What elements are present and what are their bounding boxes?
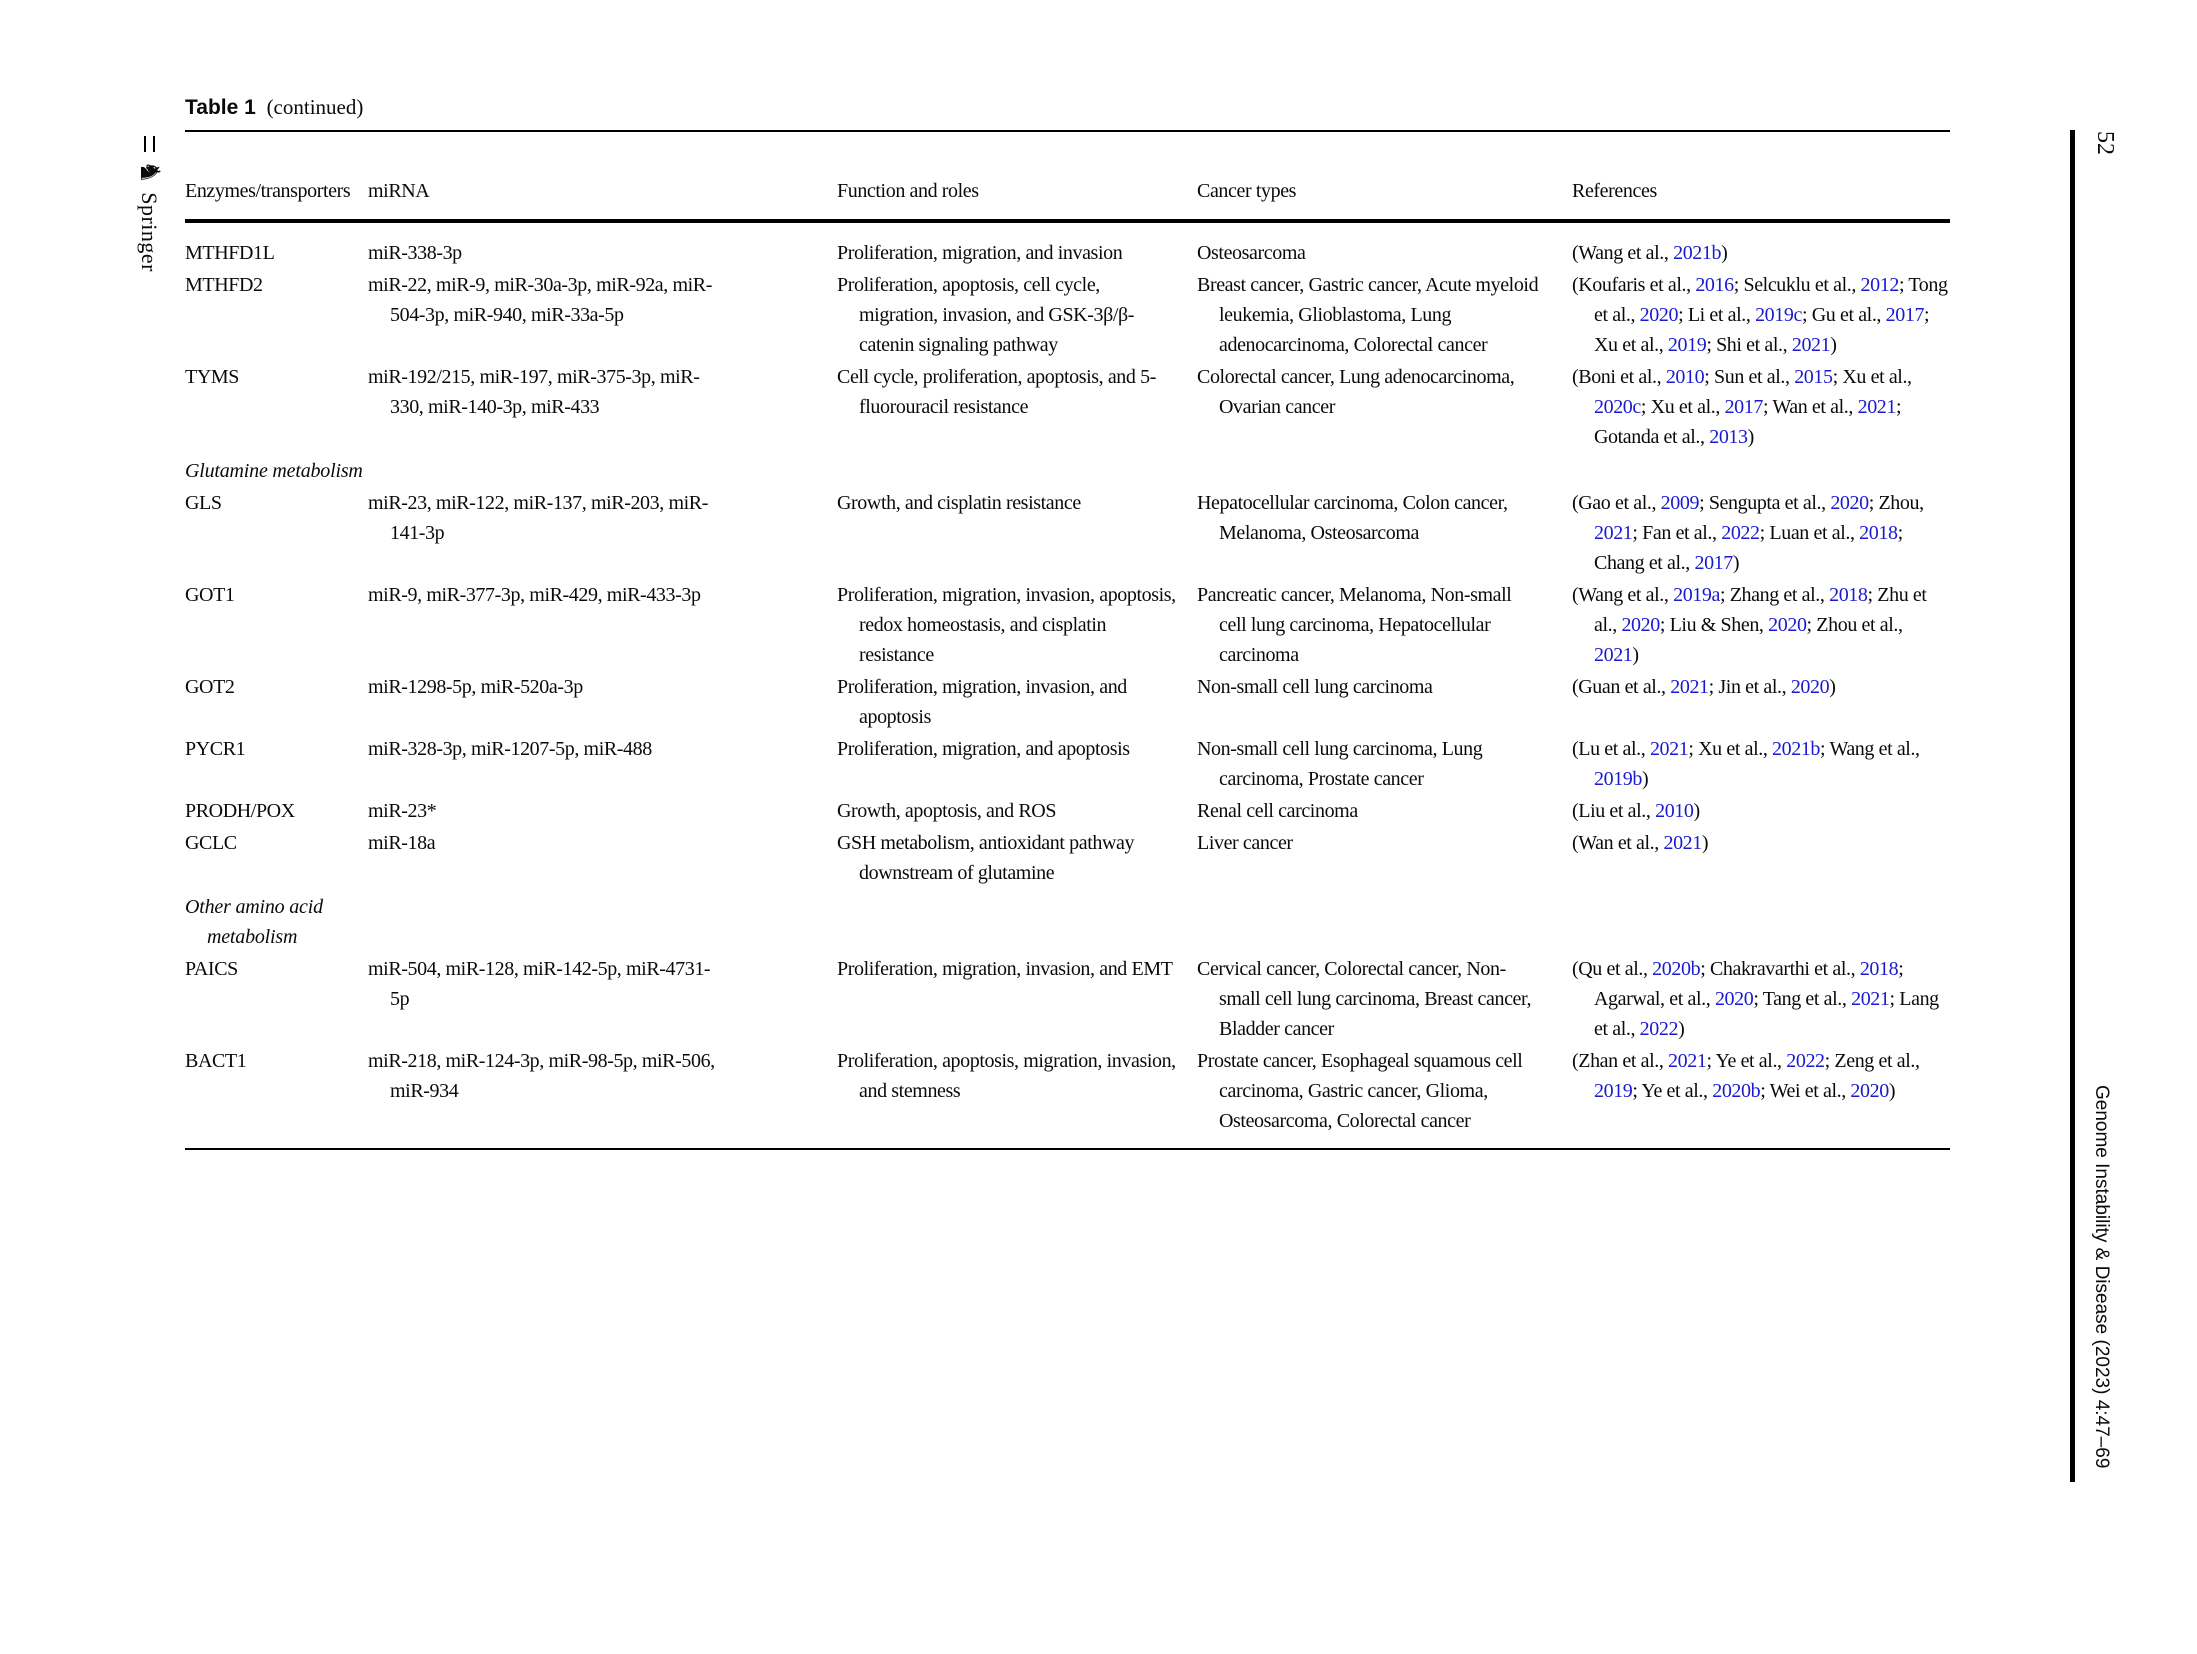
citation-year-link[interactable]: 2009 xyxy=(1660,492,1700,514)
mirna-cell: miR-23* xyxy=(368,800,437,822)
citation-year-link[interactable]: 2020 xyxy=(1790,676,1830,698)
citation-year-link[interactable]: 2021 xyxy=(1670,676,1709,698)
references-cell: (Liu et al., 2010) xyxy=(1572,800,1700,822)
enzyme-cell: GOT2 xyxy=(185,676,235,698)
cancer-types-cell: Cervical cancer, Colorectal cancer, Non-small cell lung carcinoma, Breast cancer, Bladder cancer xyxy=(1197,958,1532,1040)
citation-year-link[interactable]: 2020b xyxy=(1712,1080,1761,1102)
page-number: 52 xyxy=(2092,131,2118,155)
enzyme-cell: TYMS xyxy=(185,366,239,388)
function-cell: Proliferation, apoptosis, migration, invasion, and stemness xyxy=(837,1050,1176,1102)
section-row xyxy=(185,892,1950,952)
table-row xyxy=(185,828,1950,888)
column-header-function-and-roles: Function and roles xyxy=(837,180,979,202)
enzyme-cell: PYCR1 xyxy=(185,738,246,760)
section-label: Glutamine metabolism xyxy=(185,460,363,482)
citation-year-link[interactable]: 2020 xyxy=(1714,988,1754,1010)
citation-year-link[interactable]: 2012 xyxy=(1860,274,1899,296)
cancer-types-cell: Non-small cell lung carcinoma, Lung carcinoma, Prostate cancer xyxy=(1197,738,1483,790)
function-cell: Growth, apoptosis, and ROS xyxy=(837,800,1057,822)
function-cell: Proliferation, migration, invasion, and EMT xyxy=(837,958,1173,980)
citation-year-link[interactable]: 2021b xyxy=(1772,738,1821,760)
mirna-cell: miR-504, miR-128, miR-142-5p, miR-4731-5p xyxy=(368,958,711,1010)
springer-logo-bars-icon xyxy=(144,136,155,152)
citation-year-link[interactable]: 2020c xyxy=(1594,396,1641,418)
citation-year-link[interactable]: 2013 xyxy=(1709,426,1748,448)
citation-year-link[interactable]: 2020 xyxy=(1768,614,1807,636)
enzyme-cell: PRODH/POX xyxy=(185,800,295,822)
cancer-types-cell: Hepatocellular carcinoma, Colon cancer, Melanoma, Osteosarcoma xyxy=(1197,492,1508,544)
table-row xyxy=(185,270,1950,360)
table-bottom-rule xyxy=(185,1148,1950,1150)
references-cell: (Gao et al., 2009; Sengupta et al., 2020; Zhou, 2021; Fan et al., 2022; Luan et al., 2018; Chang et al., 2017) xyxy=(1572,492,1924,574)
citation-year-link[interactable]: 2019 xyxy=(1667,334,1707,356)
column-header-mirna: miRNA xyxy=(368,180,430,202)
table-caption-continued-text: (continued) xyxy=(266,95,364,119)
mirna-cell: miR-338-3p xyxy=(368,242,462,264)
function-cell: GSH metabolism, antioxidant pathway downstream of glutamine xyxy=(837,832,1135,884)
table-row xyxy=(185,796,1950,826)
table-header-rule xyxy=(185,219,1950,223)
references-cell: (Qu et al., 2020b; Chakravarthi et al., 2018; Agarwal, et al., 2020; Tang et al., 2021; Lang et al., 2022) xyxy=(1572,958,1939,1040)
citation-year-link[interactable]: 2020 xyxy=(1621,614,1660,636)
table-row xyxy=(185,672,1950,732)
journal-citation-line: Genome Instability & Disease (2023) 4:47–69 xyxy=(2091,1085,2112,1469)
enzyme-cell: MTHFD1L xyxy=(185,242,275,264)
mirna-cell: miR-192/215, miR-197, miR-375-3p, miR-330, miR-140-3p, miR-433 xyxy=(368,366,700,418)
references-cell: (Guan et al., 2021; Jin et al., 2020) xyxy=(1572,676,1836,698)
mirna-cell: miR-1298-5p, miR-520a-3p xyxy=(368,676,583,698)
mirna-cell: miR-22, miR-9, miR-30a-3p, miR-92a, miR-504-3p, miR-940, miR-33a-5p xyxy=(368,274,712,326)
cancer-types-cell: Osteosarcoma xyxy=(1197,242,1306,264)
citation-year-link[interactable]: 2017 xyxy=(1694,552,1733,574)
citation-year-link[interactable]: 2015 xyxy=(1794,366,1833,388)
citation-year-link[interactable]: 2020 xyxy=(1830,492,1869,514)
references-cell: (Lu et al., 2021; Xu et al., 2021b; Wang et al., 2019b) xyxy=(1572,738,1920,790)
citation-year-link[interactable]: 2010 xyxy=(1665,366,1705,388)
column-header-references: References xyxy=(1572,180,1657,202)
table-row xyxy=(185,362,1950,452)
citation-year-link[interactable]: 2021 xyxy=(1649,738,1689,760)
citation-year-link[interactable]: 2022 xyxy=(1721,522,1760,544)
references-cell: (Wan et al., 2021) xyxy=(1572,832,1709,854)
citation-year-link[interactable]: 2017 xyxy=(1724,396,1763,418)
references-cell: (Boni et al., 2010; Sun et al., 2015; Xu et al., 2020c; Xu et al., 2017; Wan et al., 2021; Gotanda et al., 2013) xyxy=(1572,366,1912,448)
publisher-name: Springer xyxy=(137,192,163,272)
citation-year-link[interactable]: 2022 xyxy=(1786,1050,1825,1072)
cancer-types-cell: Liver cancer xyxy=(1197,832,1293,854)
citation-year-link[interactable]: 2019b xyxy=(1594,768,1643,790)
citation-year-link[interactable]: 2019c xyxy=(1755,304,1802,326)
enzyme-cell: BACT1 xyxy=(185,1050,247,1072)
enzyme-cell: PAICS xyxy=(185,958,238,980)
section-row xyxy=(185,456,1950,486)
enzyme-cell: GLS xyxy=(185,492,222,514)
references-cell: (Wang et al., 2019a; Zhang et al., 2018; Zhu et al., 2020; Liu & Shen, 2020; Zhou et al., 2021) xyxy=(1572,584,1927,666)
table-caption xyxy=(185,94,363,120)
table-row xyxy=(185,580,1950,670)
citation-year-link[interactable]: 2020 xyxy=(1639,304,1679,326)
citation-year-link[interactable]: 2021 xyxy=(1668,1050,1707,1072)
cancer-types-cell: Colorectal cancer, Lung adenocarcinoma, Ovarian cancer xyxy=(1197,366,1515,418)
citation-year-link[interactable]: 2018 xyxy=(1829,584,1868,606)
citation-year-link[interactable]: 2018 xyxy=(1859,958,1899,980)
citation-year-link[interactable]: 2021 xyxy=(1663,832,1702,854)
citation-year-link[interactable]: 2021b xyxy=(1673,242,1722,264)
citation-year-link[interactable]: 2018 xyxy=(1859,522,1898,544)
function-cell: Growth, and cisplatin resistance xyxy=(837,492,1081,514)
citation-year-link[interactable]: 2017 xyxy=(1885,304,1925,326)
citation-year-link[interactable]: 2021 xyxy=(1594,644,1633,666)
enzyme-cell: GCLC xyxy=(185,832,237,854)
mirna-cell: miR-218, miR-124-3p, miR-98-5p, miR-506, miR-934 xyxy=(368,1050,715,1102)
function-cell: Cell cycle, proliferation, apoptosis, and 5-fluorouracil resistance xyxy=(837,366,1156,418)
citation-year-link[interactable]: 2010 xyxy=(1655,800,1694,822)
table-row xyxy=(185,734,1950,794)
column-header-cancer-types: Cancer types xyxy=(1197,180,1297,202)
function-cell: Proliferation, migration, invasion, and apoptosis xyxy=(837,676,1127,728)
table-row xyxy=(185,954,1950,1044)
references-cell: (Zhan et al., 2021; Ye et al., 2022; Zeng et al., 2019; Ye et al., 2020b; Wei et al., 2020) xyxy=(1572,1050,1920,1102)
table-caption-title: Table 1 xyxy=(185,96,256,119)
table-header-row xyxy=(185,176,1950,206)
cancer-types-cell: Prostate cancer, Esophageal squamous cell carcinoma, Gastric cancer, Glioma, Osteosarcoma, Colorectal cancer xyxy=(1197,1050,1523,1132)
table-row xyxy=(185,488,1950,578)
cancer-types-cell: Pancreatic cancer, Melanoma, Non-small cell lung carcinoma, Hepatocellular carcinoma xyxy=(1197,584,1512,666)
enzyme-cell: MTHFD2 xyxy=(185,274,263,296)
table-top-rule xyxy=(185,130,1950,132)
citation-year-link[interactable]: 2016 xyxy=(1695,274,1734,296)
column-header-enzymes-transporters: Enzymes/transporters xyxy=(185,180,351,202)
citation-year-link[interactable]: 2021 xyxy=(1791,334,1831,356)
citation-year-link[interactable]: 2019a xyxy=(1673,584,1720,606)
function-cell: Proliferation, migration, invasion, apoptosis, redox homeostasis, and cisplatin resistance xyxy=(837,584,1176,666)
citation-year-link[interactable]: 2021 xyxy=(1594,522,1633,544)
citation-year-link[interactable]: 2020 xyxy=(1850,1080,1889,1102)
function-cell: Proliferation, migration, and invasion xyxy=(837,242,1123,264)
mirna-cell: miR-9, miR-377-3p, miR-429, miR-433-3p xyxy=(368,584,701,606)
cancer-types-cell: Non-small cell lung carcinoma xyxy=(1197,676,1433,698)
references-cell: (Wang et al., 2021b) xyxy=(1572,242,1728,264)
right-margin-rule xyxy=(2070,130,2075,1482)
cancer-types-cell: Renal cell carcinoma xyxy=(1197,800,1358,822)
citation-year-link[interactable]: 2022 xyxy=(1639,1018,1679,1040)
mirna-cell: miR-23, miR-122, miR-137, miR-203, miR-141-3p xyxy=(368,492,708,544)
mirna-cell: miR-18a xyxy=(368,832,436,854)
table-body xyxy=(185,238,1950,1150)
function-cell: Proliferation, migration, and apoptosis xyxy=(837,738,1130,760)
enzyme-cell: GOT1 xyxy=(185,584,235,606)
table-row xyxy=(185,1046,1950,1136)
section-label: Other amino acid metabolism xyxy=(185,896,323,948)
citation-year-link[interactable]: 2019 xyxy=(1594,1080,1633,1102)
table-row xyxy=(185,238,1950,268)
citation-year-link[interactable]: 2021 xyxy=(1851,988,1890,1010)
citation-year-link[interactable]: 2021 xyxy=(1857,396,1896,418)
mirna-cell: miR-328-3p, miR-1207-5p, miR-488 xyxy=(368,738,652,760)
references-cell: (Koufaris et al., 2016; Selcuklu et al., 2012; Tong et al., 2020; Li et al., 2019c; Gu et al., 2017; Xu et al., 2019; Shi et al., 2021) xyxy=(1572,274,1948,356)
citation-year-link[interactable]: 2020b xyxy=(1652,958,1701,980)
cancer-types-cell: Breast cancer, Gastric cancer, Acute myeloid leukemia, Glioblastoma, Lung adenocarcinoma, Colorectal cancer xyxy=(1197,274,1539,356)
function-cell: Proliferation, apoptosis, cell cycle, migration, invasion, and GSK-3β/β-catenin signaling pathway xyxy=(837,274,1135,356)
springer-knight-icon: ♞ xyxy=(135,160,165,185)
publisher-mark xyxy=(136,136,163,272)
